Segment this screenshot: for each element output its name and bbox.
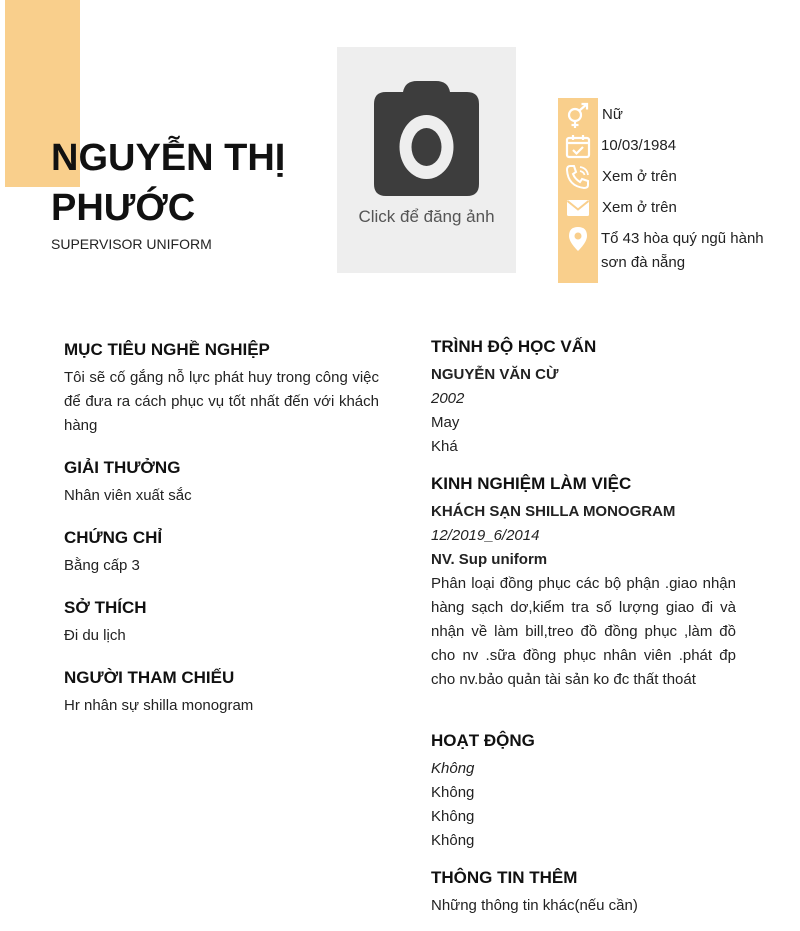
gender-value: Nữ [602, 106, 623, 123]
activities-line-2: Không [431, 784, 475, 801]
location-pin-icon [564, 225, 592, 253]
education-major: May [431, 414, 460, 431]
email-icon [564, 194, 592, 222]
activities-line-4: Không [431, 832, 475, 849]
references-text: Hr nhân sự shilla monogram [64, 697, 254, 714]
awards-text: Nhân viên xuất sắc [64, 487, 192, 504]
hobbies-text: Đi du lịch [64, 627, 126, 644]
objective-title: MỤC TIÊU NGHỀ NGHIỆP [64, 340, 270, 359]
extra-info-text: Những thông tin khác(nếu cần) [431, 897, 638, 914]
experience-description: Phân loại đồng phục các bộ phận .giao nhận hàng sạch dơ,kiểm tra số lượng giao đi và nhận về làm bill,treo đồ đồng phục ,làm đồ cho nv .sữa đồng phục nhân viên .phát đp cho nv.bảo quản tài sản ko đc thất thoát [431, 575, 736, 688]
education-year: 2002 [431, 390, 465, 407]
certificates-title: CHỨNG CHỈ [64, 528, 163, 547]
experience-title: KINH NGHIỆM LÀM VIỆC [431, 474, 632, 493]
activities-title: HOẠT ĐỘNG [431, 731, 535, 750]
gender-icon [564, 102, 592, 130]
experience-period: 12/2019_6/2014 [431, 527, 540, 544]
photo-upload[interactable] [337, 47, 516, 273]
experience-company: KHÁCH SẠN SHILLA MONOGRAM [431, 503, 676, 520]
experience-role: NV. Sup uniform [431, 551, 548, 568]
education-school: NGUYỄN VĂN CỪ [431, 366, 559, 383]
activities-line-3: Không [431, 808, 475, 825]
job-position: SUPERVISOR UNIFORM [51, 236, 212, 252]
address-value: Tổ 43 hòa quý ngũ hành sơn đà nẵng [601, 230, 764, 271]
objective-text: Tôi sẽ cố gắng nỗ lực phát huy trong công việc để đưa ra cách phục vụ tốt nhất đến với khách hàng [64, 369, 379, 434]
certificates-text: Bằng cấp 3 [64, 557, 140, 574]
phone-icon [564, 163, 592, 191]
contact-icon-strip [558, 98, 598, 283]
photo-caption: Click để đăng ảnh [358, 207, 495, 226]
phone-value: Xem ở trên [602, 168, 677, 185]
extra-info-title: THÔNG TIN THÊM [431, 868, 578, 887]
education-grade: Khá [431, 438, 458, 455]
activities-line-1: Không [431, 760, 475, 777]
hobbies-title: SỞ THÍCH [64, 598, 147, 617]
education-title: TRÌNH ĐỘ HỌC VẤN [431, 337, 597, 356]
birthday-value: 10/03/1984 [601, 137, 677, 154]
calendar-icon [564, 132, 592, 160]
camera-icon [373, 80, 480, 198]
awards-title: GIẢI THƯỞNG [64, 458, 181, 477]
email-value: Xem ở trên [602, 199, 677, 216]
full-name: NGUYỄN THỊ PHƯỚC [51, 137, 286, 229]
references-title: NGƯỜI THAM CHIẾU [64, 668, 235, 687]
